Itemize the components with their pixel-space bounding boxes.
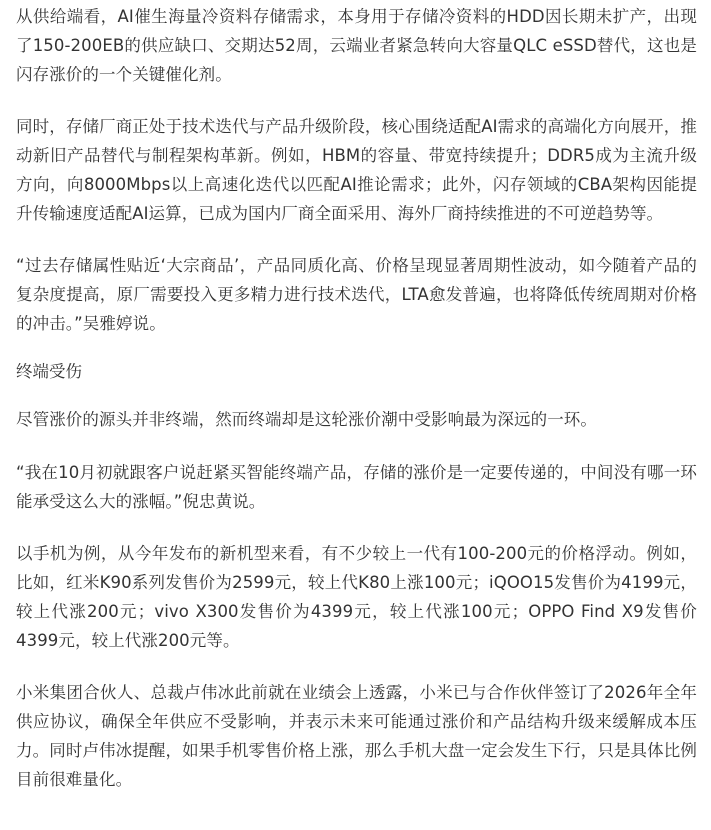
paragraph-tech-iteration: 同时，存储厂商正处于技术迭代与产品升级阶段，核心围绕适配AI需求的高端化方向展开，推动新旧产品替代与制程架构革新。例如，HBM的容量、带宽持续提升；DDR5成为主流升级方向，向8000Mbps以上高速化迭代以匹配AI推论需求；此外，闪存领域的CBA架构因能提升传输速度适配AI运算，已成为国内厂商全面采用、海外厂商持续推进的不可逆趋势等。 — [16, 117, 697, 223]
paragraph-quote-wu: “过去存储属性贴近‘大宗商品’，产品同质化高、价格呈现显著周期性波动，如今随着产品的复杂度提高，原厂需要投入更多精力进行技术迭代，LTA愈发普遍，也将降低传统周期对价格的冲击。”吴雅婷说。 — [16, 256, 697, 333]
paragraph-quote-ni: “我在10月初就跟客户说赶紧买智能终端产品，存储的涨价是一定要传递的，中间没有哪一环能承受这么大的涨幅。”倪忠黄说。 — [16, 463, 697, 511]
article-body — [0, 2, 711, 794]
paragraph-xiaomi: 小米集团合伙人、总裁卢伟冰此前就在业绩会上透露，小米已与合作伙伴签订了2026年全年供应协议，确保全年供应不受影响，并表示未来可能通过涨价和产品结构升级来缓解成本压力。同时卢伟冰提醒，如果手机零售价格上涨，那么手机大盘一定会发生下行，只是具体比例目前很难量化。 — [16, 683, 697, 789]
paragraph-supply-side: 从供给端看，AI催生海量冷资料存储需求，本身用于存储冷资料的HDD因长期未扩产，出现了150-200EB的供应缺口、交期达52周，云端业者紧急转向大容量QLC eSSD替代，这也是闪存涨价的一个关键催化剂。 — [16, 7, 697, 84]
paragraph-phone-prices: 以手机为例，从今年发布的新机型来看，有不少较上一代有100-200元的价格浮动。例如，比如，红米K90系列发售价为2599元，较上代K80上涨100元；iQOO15发售价为4199元，较上代涨200元；vivo X300发售价为4399元，较上代涨100元；OPPO Find X9发售价4399元，较上代涨200元等。 — [16, 544, 697, 650]
paragraph-terminal-impact: 尽管涨价的源头并非终端，然而终端却是这轮涨价潮中受影响最为深远的一环。 — [16, 410, 597, 429]
section-subheading: 终端受伤 — [16, 362, 82, 381]
